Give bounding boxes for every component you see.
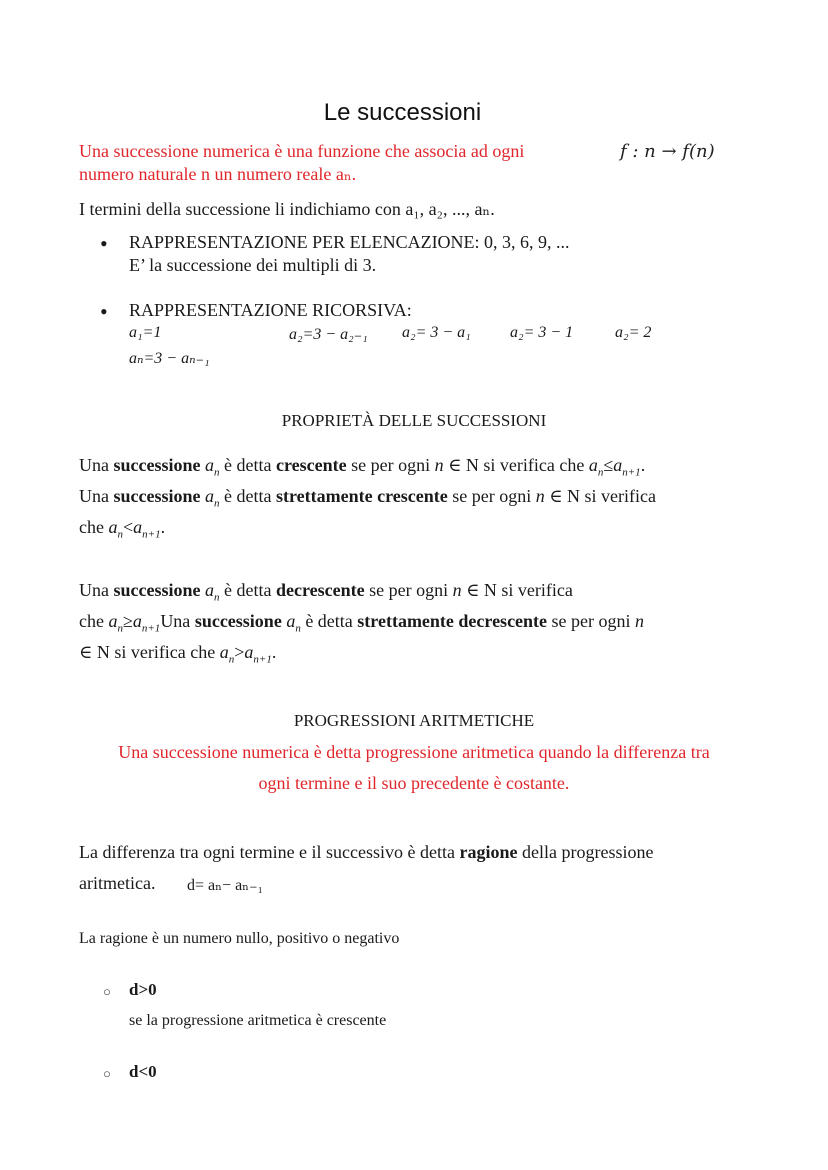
ricorsiva-a1: a₁=1 <box>129 324 162 341</box>
proprieta-decrescente: Una successione $a_n$ è detta decrescente se per ogni n ∈ N si verifica <box>79 580 573 604</box>
ricorsiva-step-3: a₂= 3 − 1 <box>510 324 574 341</box>
case-d-positive-desc: se la progressione aritmetica è crescente <box>129 1012 387 1029</box>
proprieta-strett-crescente: Una successione $a_n$ è detta strettamente crescente se per ogni n ∈ N si verifica <box>79 486 657 510</box>
progressioni-def-1: Una successione numerica è detta progressione aritmetica quando la differenza tra <box>118 742 710 762</box>
ricorsiva-step-2: a₂= 3 − a₁ <box>402 324 471 341</box>
proprieta-strett-decrescente: che $a_n\ge a_{n+1}Una$ successione $a_n$ è detta strettamente decrescente se per ogni n <box>79 611 645 635</box>
definition-line-1: Una successione numerica è una funzione che associa ad ogni <box>79 141 525 161</box>
ricorsiva-an: aₙ=3 − aₙ₋₁ <box>129 350 210 367</box>
case-d-negative: d<0 <box>129 1062 157 1081</box>
elencazione-desc: E’ la successione dei multipli di 3. <box>129 255 377 275</box>
elencazione-label: RAPPRESENTAZIONE PER ELENCAZIONE: 0, 3, 6, 9, ... <box>129 232 570 252</box>
ragione-formula: d= aₙ− aₙ₋₁ <box>187 877 264 894</box>
circle-bullet-icon: ○ <box>103 1066 111 1081</box>
ricorsiva-step-4: a₂= 2 <box>615 324 652 341</box>
ragione-line-2: aritmetica. <box>79 873 156 893</box>
ragione-sign: La ragione è un numero nullo, positivo o negativo <box>79 930 400 947</box>
page-title: Le successioni <box>323 99 482 126</box>
ragione-line-1: La differenza tra ogni termine e il successivo è detta ragione della progressione <box>79 842 654 862</box>
proprieta-crescente: Una successione $a_n$ è detta crescente se per ogni n ∈ N si verifica che $a_n\le a_{n+1}$. <box>79 455 646 479</box>
terms-line: I termini della successione li indichiamo con a₁, a₂, ..., aₙ. <box>79 199 495 219</box>
proprieta-strett-decrescente-cont: ∈ N si verifica che $a_n>a_{n+1}$. <box>79 642 277 666</box>
proprieta-strett-crescente-cont: che $a_n<a_{n+1}$. <box>79 517 166 541</box>
circle-bullet-icon: ○ <box>103 984 111 999</box>
ricorsiva-step-1: a₂=3 − a₂₋₁ <box>289 326 368 343</box>
proprieta-heading: PROPRIETÀ DELLE SUCCESSIONI <box>281 411 547 430</box>
progressioni-heading: PROGRESSIONI ARITMETICHE <box>293 711 535 730</box>
definition-line-2: numero naturale n un numero reale aₙ. <box>79 164 357 184</box>
bullet-icon: • <box>100 231 108 256</box>
function-formula: f : n → f(n) <box>620 141 715 162</box>
progressioni-def-2: ogni termine e il suo precedente è costante. <box>258 773 570 793</box>
case-d-positive: d>0 <box>129 980 157 999</box>
bullet-icon: • <box>100 299 108 324</box>
ricorsiva-label: RAPPRESENTAZIONE RICORSIVA: <box>129 300 412 320</box>
